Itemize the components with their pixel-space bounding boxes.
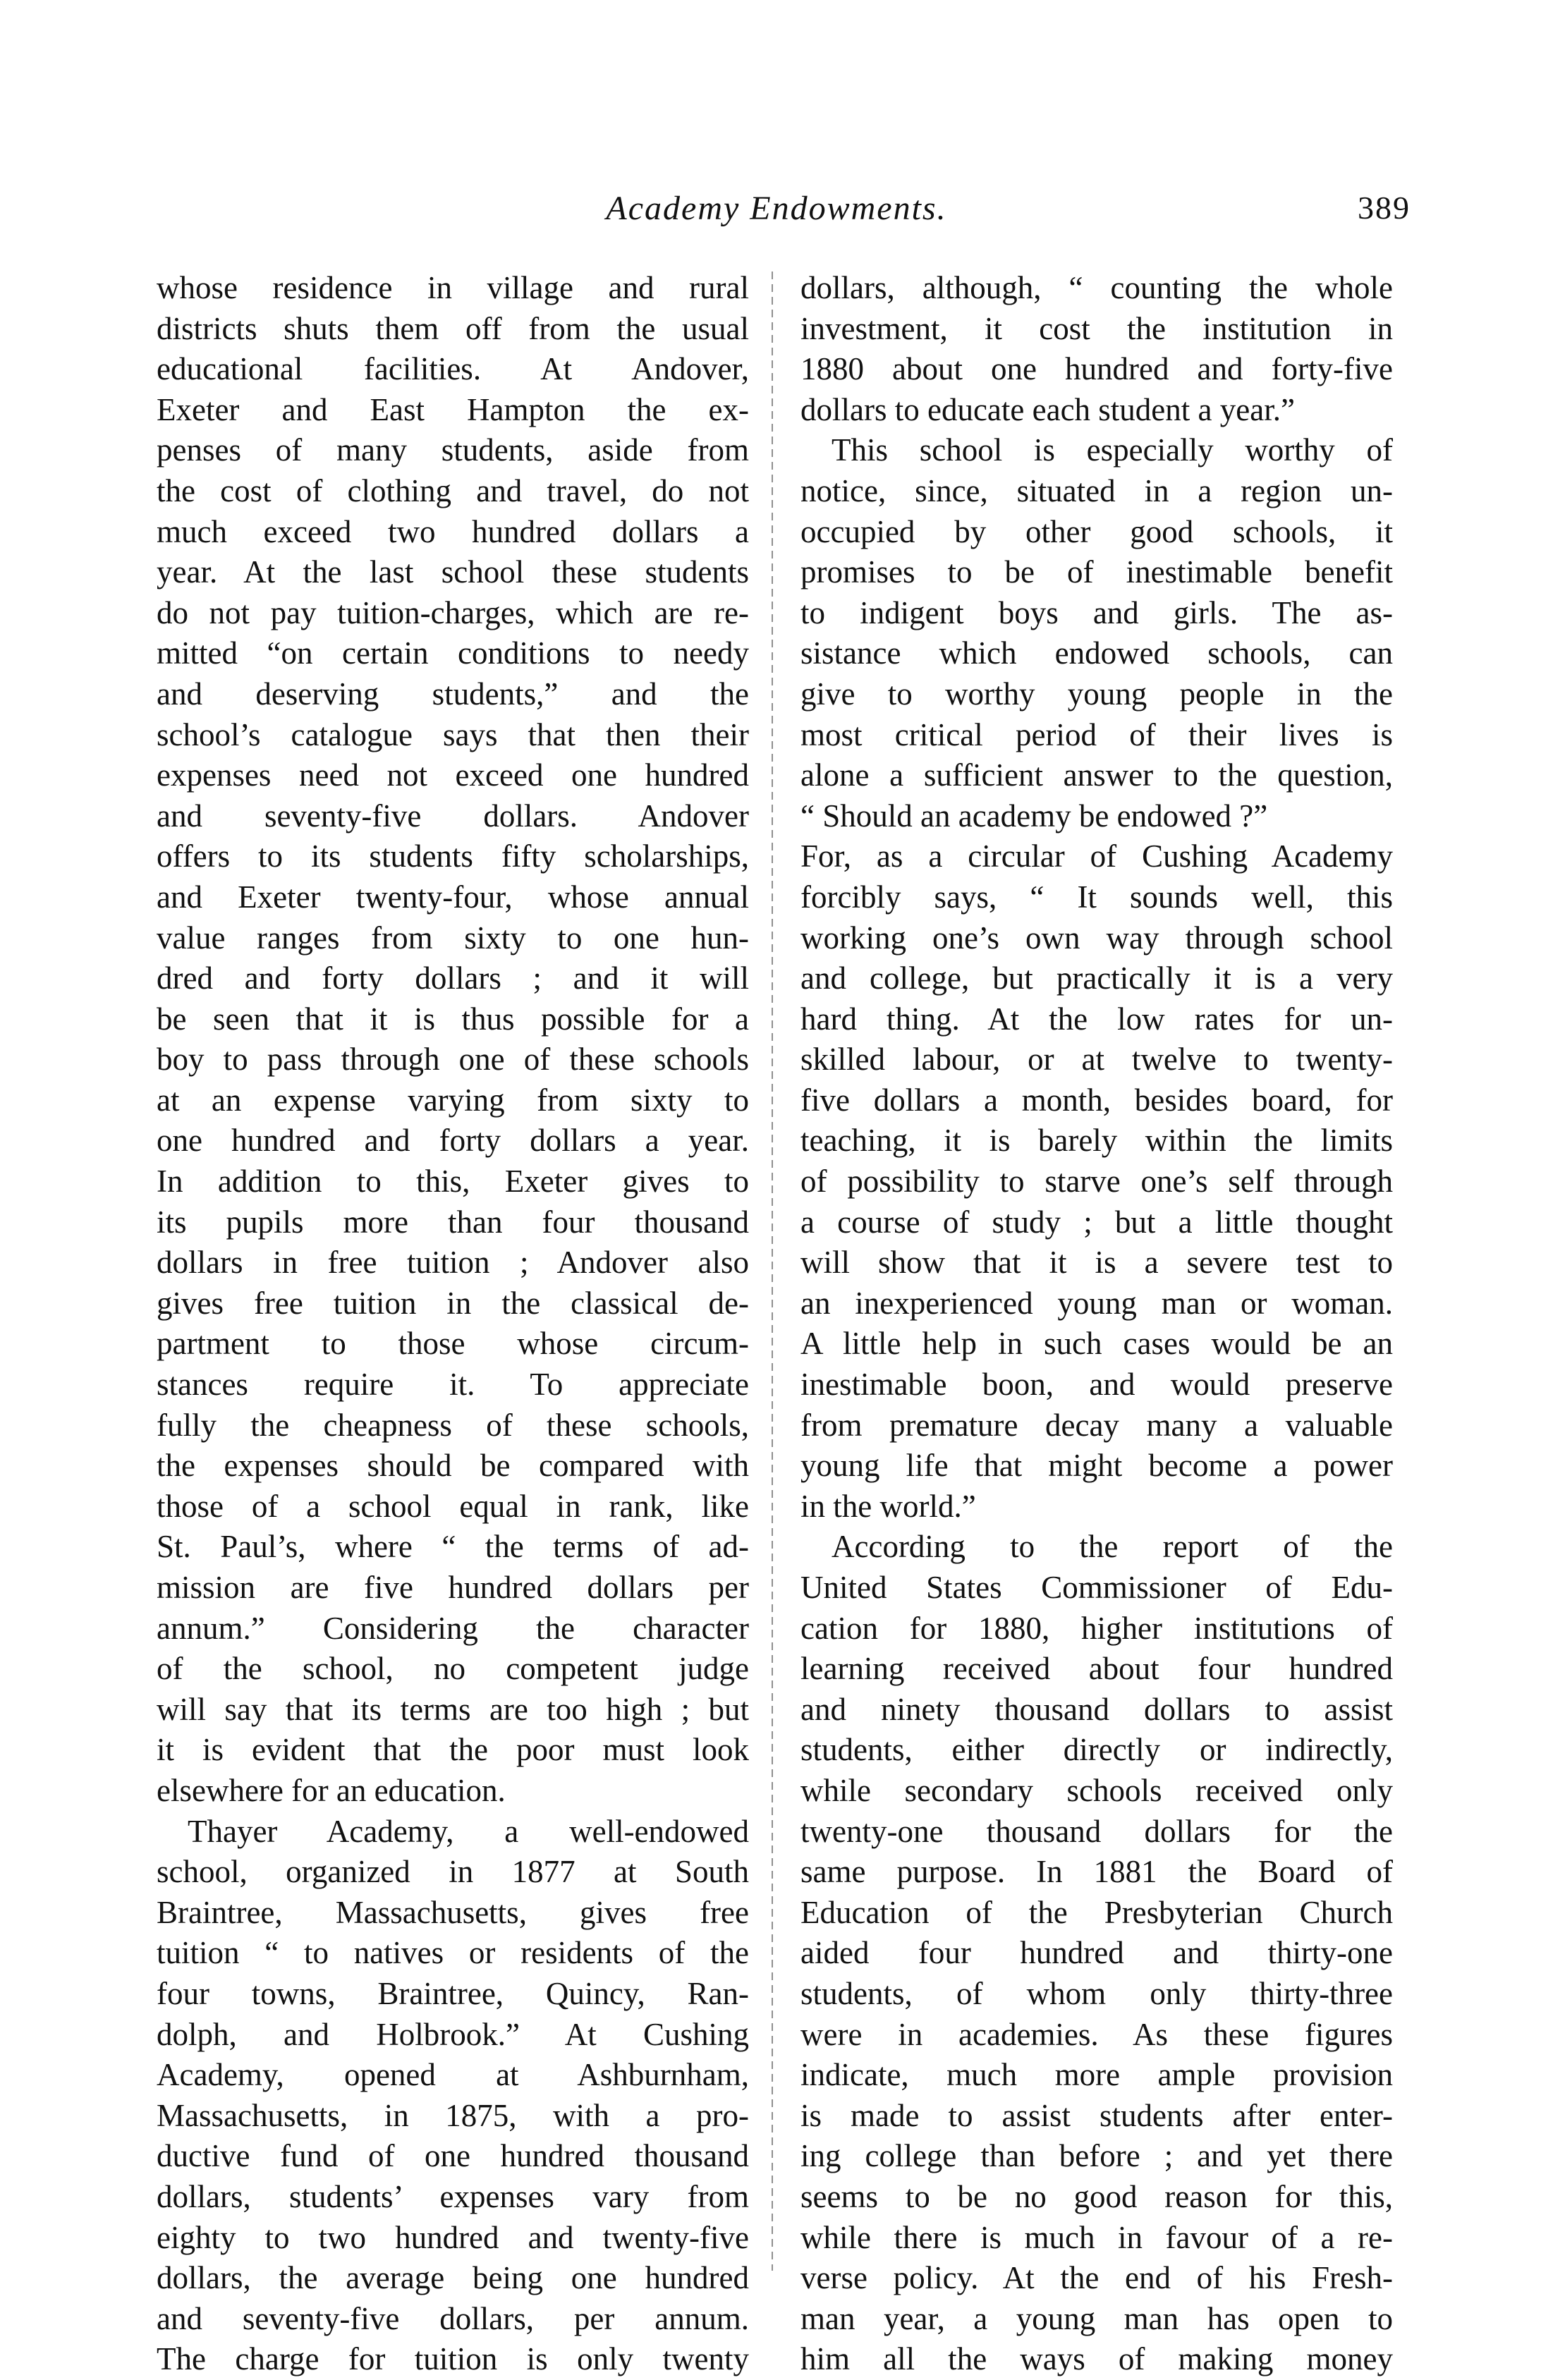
text-line: United States Commissioner of Edu- xyxy=(800,1570,1393,1605)
text-line: indicate, much more ample provision xyxy=(800,2057,1393,2093)
text-line: and deserving students,” and the xyxy=(157,676,749,712)
text-line: This school is especially worthy of xyxy=(832,432,1393,468)
text-line: hard thing. At the low rates for un- xyxy=(800,1001,1393,1037)
text-line: working one’s own way through school xyxy=(800,920,1393,956)
text-line: of possibility to starve one’s self through xyxy=(800,1164,1393,1200)
text-line: same purpose. In 1881 the Board of xyxy=(800,1854,1393,1890)
text-line: Massachusetts, in 1875, with a pro- xyxy=(157,2097,749,2133)
text-line: gives free tuition in the classical de- xyxy=(157,1285,749,1321)
text-line: “ Should an academy be endowed ?” xyxy=(800,798,1268,834)
text-line: and ninety thousand dollars to assist xyxy=(800,1691,1393,1727)
text-line: occupied by other good schools, it xyxy=(800,513,1393,549)
text-line: Braintree, Massachusetts, gives free xyxy=(157,1894,749,1930)
text-line: and seventy-five dollars, per annum. xyxy=(157,2300,749,2336)
text-line: to indigent boys and girls. The as- xyxy=(800,594,1393,630)
text-line: will show that it is a severe test to xyxy=(800,1245,1393,1281)
text-line: twenty-one thousand dollars for the xyxy=(800,1813,1393,1849)
text-line: whose residence in village and rural xyxy=(157,270,749,305)
text-line: St. Paul’s, where “ the terms of ad- xyxy=(157,1529,749,1565)
text-line: investment, it cost the institution in xyxy=(800,310,1393,346)
text-line: dollars, although, “ counting the whole xyxy=(800,270,1393,305)
text-line: and seventy-five dollars. Andover xyxy=(157,798,749,834)
text-line: skilled labour, or at twelve to twenty- xyxy=(800,1042,1393,1078)
text-line: educational facilities. At Andover, xyxy=(157,351,749,387)
text-line: ing college than before ; and yet there xyxy=(800,2138,1393,2174)
text-line: much exceed two hundred dollars a xyxy=(157,513,749,549)
text-line: most critical period of their lives is xyxy=(800,716,1393,752)
text-line: the expenses should be compared with xyxy=(157,1448,749,1484)
text-line: will say that its terms are too high ; but xyxy=(157,1691,749,1727)
text-line: teaching, it is barely within the limits xyxy=(800,1123,1393,1159)
text-line: five dollars a month, besides board, for xyxy=(800,1082,1393,1118)
text-line: districts shuts them off from the usual xyxy=(157,310,749,346)
text-line: an inexperienced young man or woman. xyxy=(800,1285,1393,1321)
text-line: dolph, and Holbrook.” At Cushing xyxy=(157,2016,749,2052)
text-line: do not pay tuition-charges, which are re- xyxy=(157,594,749,630)
text-line: fully the cheapness of these schools, xyxy=(157,1407,749,1443)
text-line: annum.” Considering the character xyxy=(157,1610,749,1646)
text-line: and Exeter twenty-four, whose annual xyxy=(157,879,749,915)
text-line: at an expense varying from sixty to xyxy=(157,1082,749,1118)
text-line: year. At the last school these students xyxy=(157,554,749,590)
text-line: In addition to this, Exeter gives to xyxy=(157,1164,749,1200)
text-line: ductive fund of one hundred thousand xyxy=(157,2138,749,2174)
text-line: Exeter and East Hampton the ex- xyxy=(157,391,749,427)
text-line: from premature decay many a valuable xyxy=(800,1407,1393,1443)
text-line: dred and forty dollars ; and it will xyxy=(157,960,749,996)
text-line: learning received about four hundred xyxy=(800,1651,1393,1687)
text-line: cation for 1880, higher institutions of xyxy=(800,1610,1393,1646)
text-line: dollars, the average being one hundred xyxy=(157,2260,749,2296)
text-line: a course of study ; but a little thought xyxy=(800,1204,1393,1240)
text-line: promises to be of inestimable benefit xyxy=(800,554,1393,590)
text-line: alone a sufficient answer to the question, xyxy=(800,757,1393,793)
left-column xyxy=(157,268,749,2377)
text-line: young life that might become a power xyxy=(800,1448,1393,1484)
text-line: its pupils more than four thousand xyxy=(157,1204,749,1240)
text-line: Education of the Presbyterian Church xyxy=(800,1894,1393,1930)
text-line: those of a school equal in rank, like xyxy=(157,1488,749,1524)
running-title: Academy Endowments. xyxy=(606,190,947,227)
text-line: inestimable boon, and would preserve xyxy=(800,1367,1393,1403)
text-line: dollars in free tuition ; Andover also xyxy=(157,1245,749,1281)
text-line: mitted “on certain conditions to needy xyxy=(157,635,749,671)
page-number: 389 xyxy=(1358,190,1411,226)
column-rule xyxy=(772,271,773,2271)
text-line: four towns, Braintree, Quincy, Ran- xyxy=(157,1975,749,2011)
text-line: penses of many students, aside from xyxy=(157,432,749,468)
text-line: elsewhere for an education. xyxy=(157,1772,506,1808)
text-line: Thayer Academy, a well-endowed xyxy=(188,1813,749,1849)
text-line: of the school, no competent judge xyxy=(157,1651,749,1687)
text-line: expenses need not exceed one hundred xyxy=(157,757,749,793)
text-line: notice, since, situated in a region un- xyxy=(800,472,1393,508)
text-line: boy to pass through one of these schools xyxy=(157,1042,749,1078)
text-line: forcibly says, “ It sounds well, this xyxy=(800,879,1393,915)
text-line: while there is much in favour of a re- xyxy=(800,2219,1393,2255)
text-line: man year, a young man has open to xyxy=(800,2300,1393,2336)
text-line: be seen that it is thus possible for a xyxy=(157,1001,749,1037)
running-head xyxy=(0,189,1553,231)
text-line: one hundred and forty dollars a year. xyxy=(157,1123,749,1159)
text-line: school, organized in 1877 at South xyxy=(157,1854,749,1890)
text-line: dollars, students’ expenses vary from xyxy=(157,2178,749,2214)
text-line: mission are five hundred dollars per xyxy=(157,1570,749,1605)
text-line: students, of whom only thirty-three xyxy=(800,1975,1393,2011)
text-line: in the world.” xyxy=(800,1488,976,1524)
text-line: value ranges from sixty to one hun- xyxy=(157,920,749,956)
text-line: The charge for tuition is only twenty xyxy=(157,2341,749,2377)
text-line: it is evident that the poor must look xyxy=(157,1732,749,1768)
text-line: while secondary schools received only xyxy=(800,1772,1393,1808)
text-line: offers to its students fifty scholarships, xyxy=(157,838,749,874)
text-line: Academy, opened at Ashburnham, xyxy=(157,2057,749,2093)
text-line: According to the report of the xyxy=(832,1529,1393,1565)
text-line: students, either directly or indirectly, xyxy=(800,1732,1393,1768)
text-line: stances require it. To appreciate xyxy=(157,1367,749,1403)
text-line: eighty to two hundred and twenty-five xyxy=(157,2219,749,2255)
text-line: and college, but practically it is a very xyxy=(800,960,1393,996)
text-line: school’s catalogue says that then their xyxy=(157,716,749,752)
text-line: give to worthy young people in the xyxy=(800,676,1393,712)
text-line: dollars to educate each student a year.” xyxy=(800,391,1295,427)
text-line: tuition “ to natives or residents of the xyxy=(157,1935,749,1971)
text-line: were in academies. As these figures xyxy=(800,2016,1393,2052)
text-line: aided four hundred and thirty-one xyxy=(800,1935,1393,1971)
text-line: is made to assist students after enter- xyxy=(800,2097,1393,2133)
text-line: For, as a circular of Cushing Academy xyxy=(800,838,1393,874)
text-line: sistance which endowed schools, can xyxy=(800,635,1393,671)
right-column xyxy=(800,268,1393,2377)
text-line: verse policy. At the end of his Fresh- xyxy=(800,2260,1393,2296)
text-line: seems to be no good reason for this, xyxy=(800,2178,1393,2214)
text-line: A little help in such cases would be an xyxy=(800,1326,1393,1362)
text-line: the cost of clothing and travel, do not xyxy=(157,472,749,508)
text-line: him all the ways of making money xyxy=(800,2341,1393,2377)
text-line: 1880 about one hundred and forty-five xyxy=(800,351,1393,387)
text-line: partment to those whose circum- xyxy=(157,1326,749,1362)
